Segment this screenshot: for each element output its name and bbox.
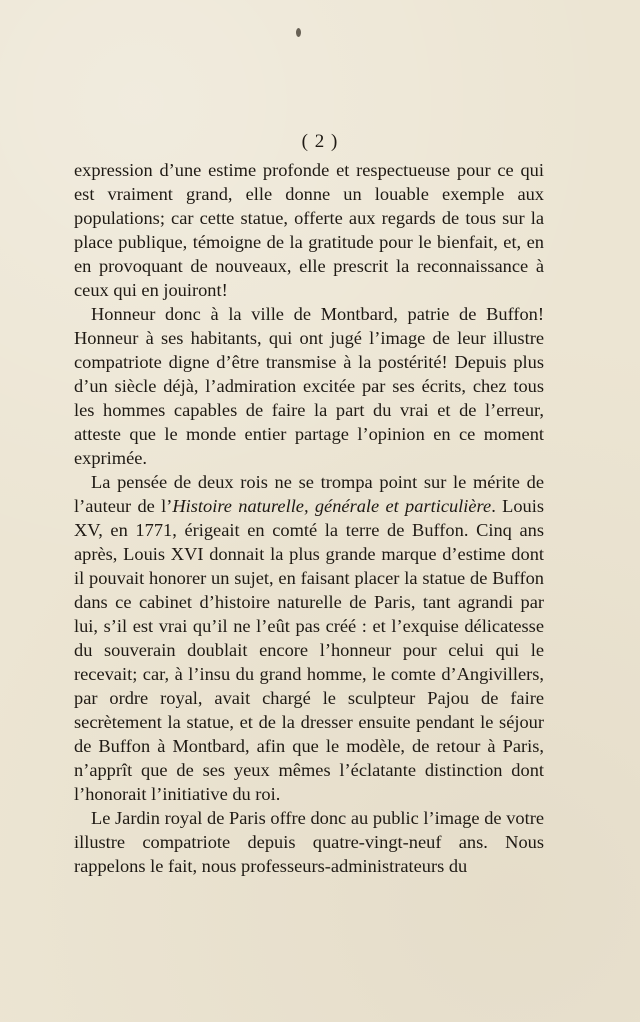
paragraph-3-before: La pensée de deux rois ne se trompa point sur le mérite de l’auteur de l’ [74,472,544,516]
paragraph-1: expression d’une estime profonde et respectueuse pour ce qui est vraiment grand, elle donne un louable exemple aux populations; car cette statue, offerte aux regards de tous sur la place publique, témoigne de la gratitude pour le bienfait, et, en en provoquant de nouveaux, elle prescrit la reconnaissance à ceux qui en jouiront! [74,160,544,300]
paragraph-4: Le Jardin royal de Paris offre donc au public l’image de votre illustre compatriote depuis quatre-vingt-neuf ans. Nous rappelons le fait, nous professeurs-administrateurs du [74,808,544,876]
ink-speck [296,28,301,37]
paragraph-2: Honneur donc à la ville de Montbard, patrie de Buffon! Honneur à ses habitants, qui ont jugé l’image de leur illustre compatriote digne d’être transmise à la postérité! Depuis plus d’un siècle déjà, l’admiration excitée par ses écrits, chez tous les hommes capables de faire la part du vrai et de l’erreur, atteste que le monde entier partage l’opinion en ce moment exprimée. [74,304,544,468]
paragraph-3-after: . Louis XV, en 1771, érigeait en comté la terre de Buffon. Cinq ans après, Louis XVI donnait la plus grande marque d’estime dont il pouvait honorer un sujet, en faisant placer la statue de Buffon dans ce cabinet d’histoire naturelle de Paris, tant agrandi par lui, s’il est vrai qu’il ne l’eût pas créé : et l’exquise délicatesse du souverain doublait encore l’honneur pour celui qui le recevait; car, à l’insu du grand homme, le comte d’Angivillers, par ordre royal, avait chargé le sculpteur Pajou de faire secrètement la statue, et de la dresser ensuite pendant le séjour de Buffon à Montbard, afin que le modèle, de retour à Paris, n’apprît que de ses yeux mêmes l’éclatante distinction dont l’honorait l’initiative du roi. [74,496,544,804]
page-number: ( 2 ) [301,131,339,152]
paragraph-3 [74,470,544,806]
body-text [74,158,544,878]
paragraph-3-emphasis: Histoire naturelle, générale et particulière [172,496,492,516]
